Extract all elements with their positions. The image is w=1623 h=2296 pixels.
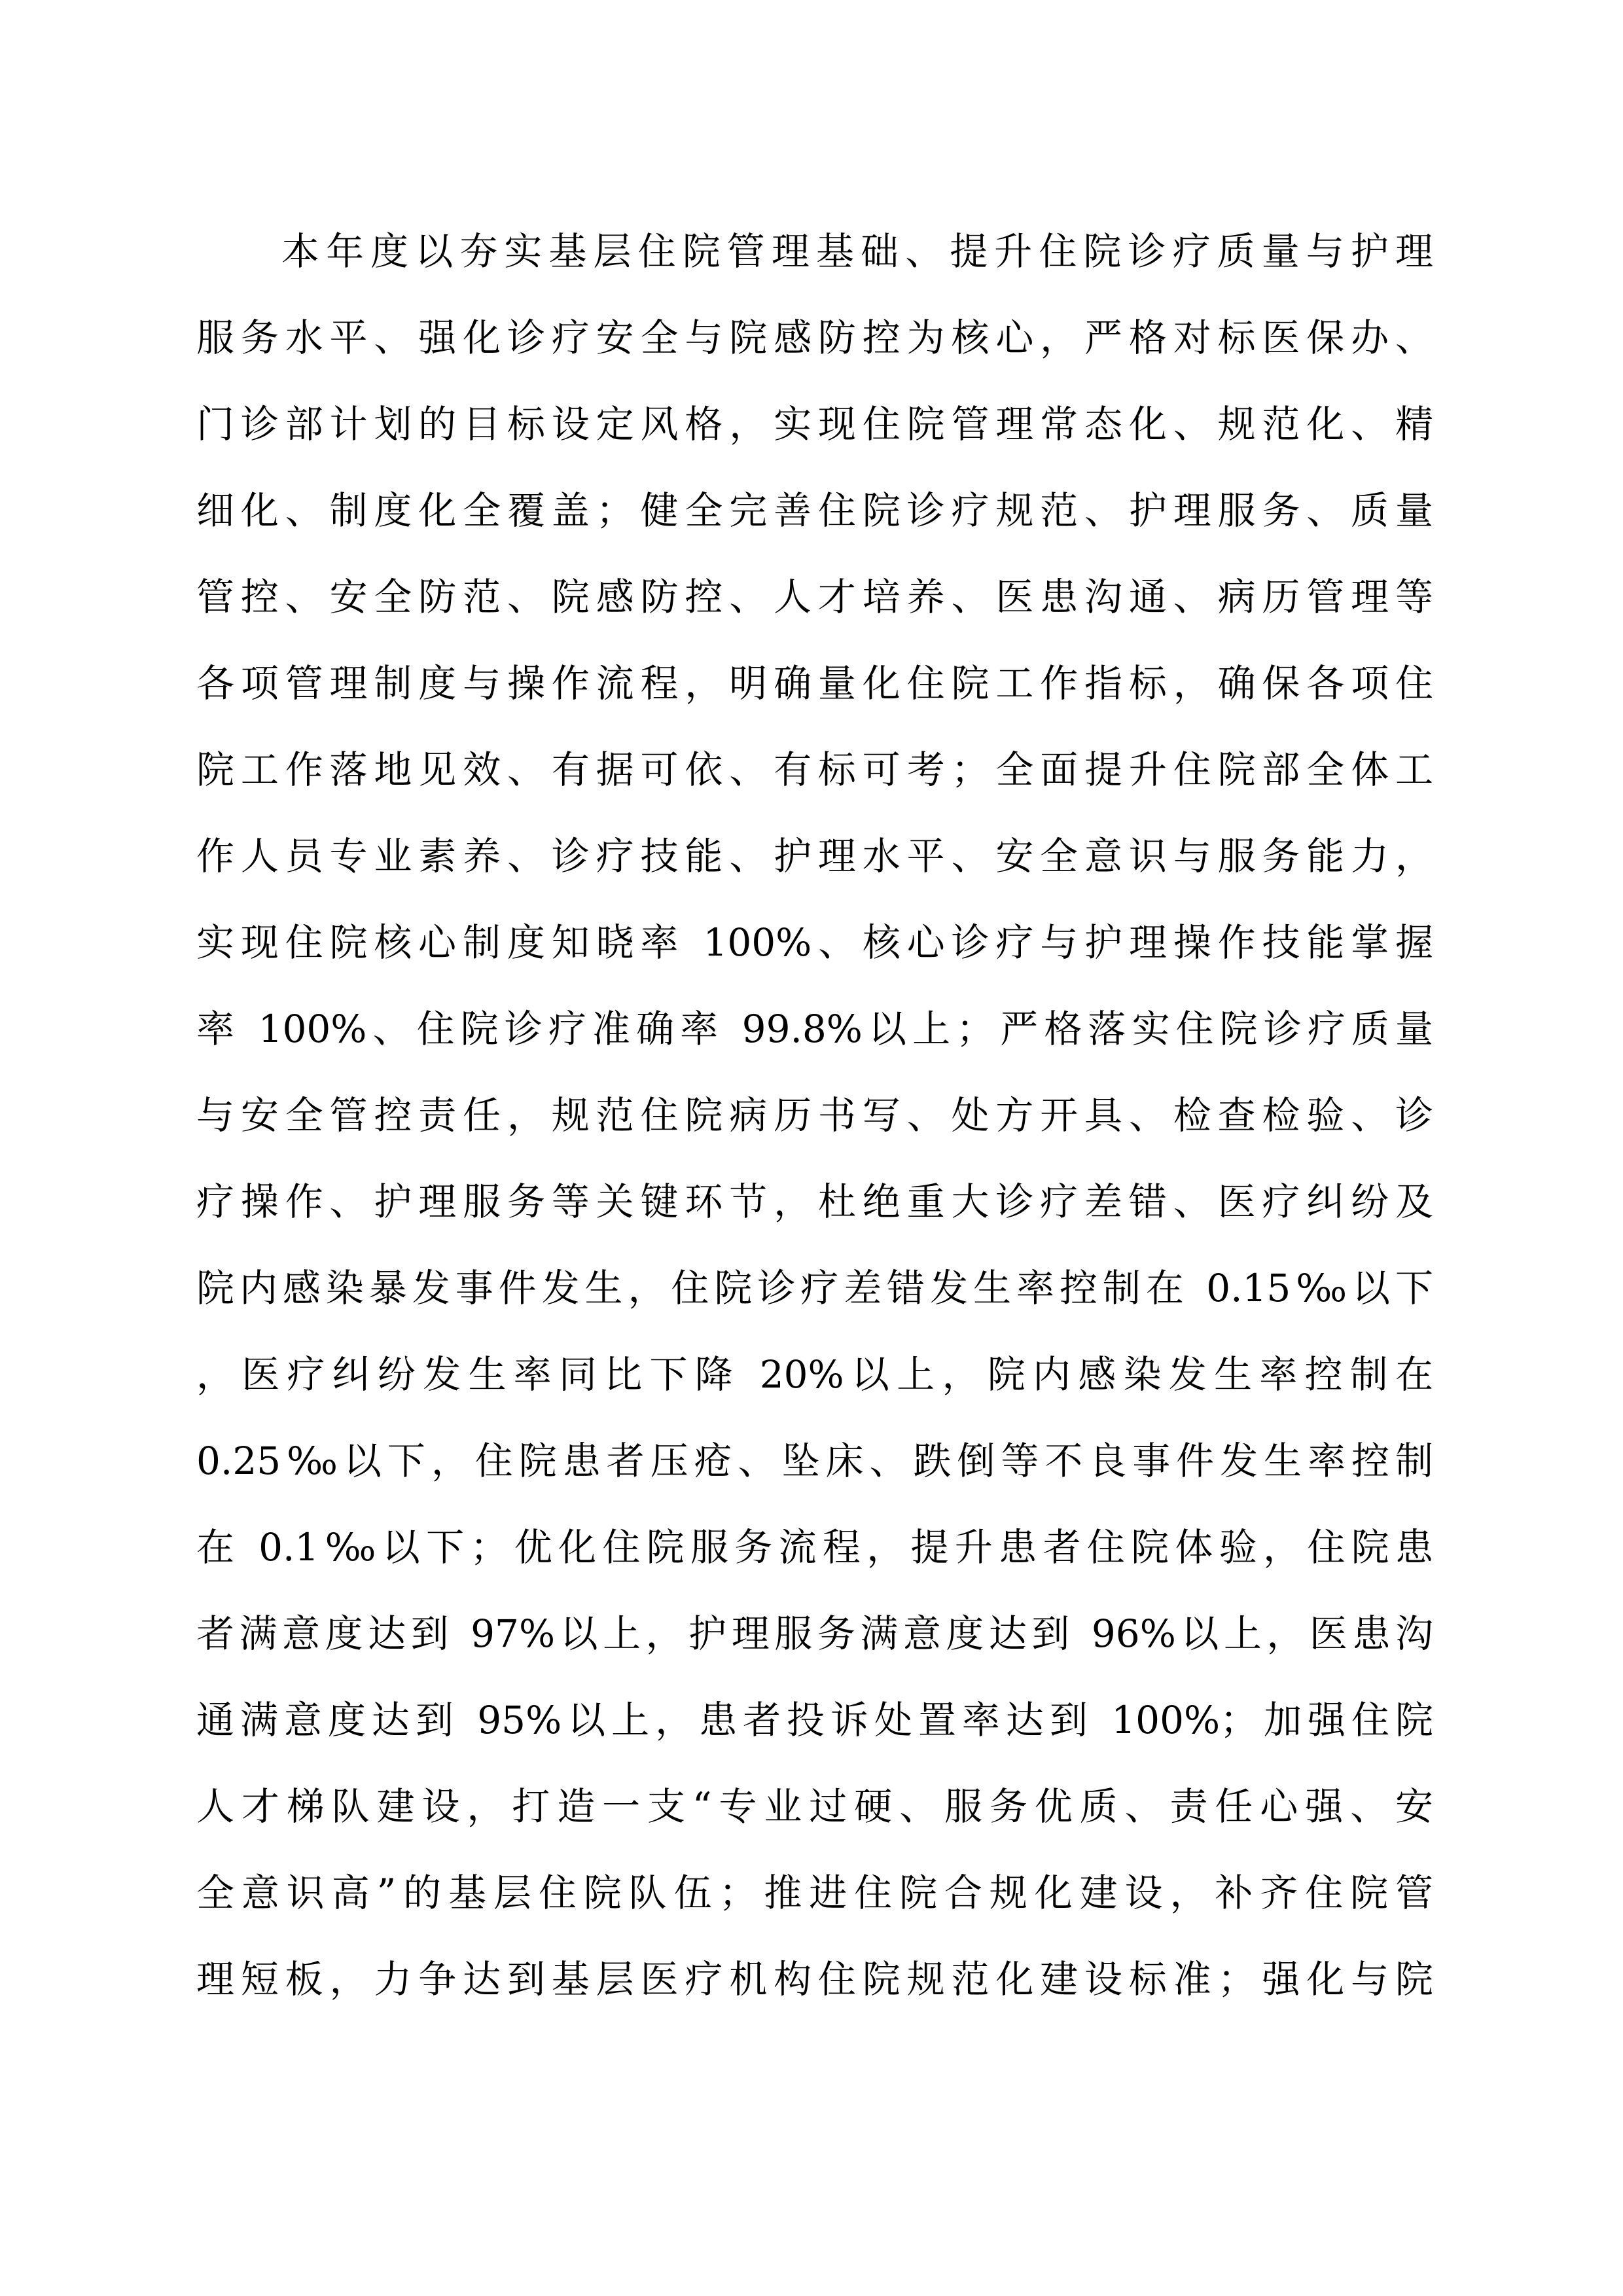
paragraph-line-19: 人才梯队建设，打造一支“专业过硬、服务优质、责任心强、安: [196, 1784, 1433, 1829]
paragraph-line-4: 细化、制度化全覆盖；健全完善住院诊疗规范、护理服务、质量: [196, 488, 1433, 533]
paragraph-line-20: 全意识高”的基层住院队伍；推进住院合规化建设，补齐住院管: [196, 1871, 1433, 1915]
paragraph-line-2: 服务水平、强化诊疗安全与院感防控为核心，严格对标医保办、: [196, 315, 1433, 360]
paragraph-line-10: 率 100%、住院诊疗准确率 99.8%以上；严格落实住院诊疗质量: [196, 1007, 1433, 1051]
paragraph-line-3: 门诊部计划的目标设定风格，实现住院管理常态化、规范化、精: [196, 402, 1433, 446]
paragraph-line-18: 通满意度达到 95%以上，患者投诉处置率达到 100%；加强住院: [196, 1698, 1433, 1742]
paragraph-line-11: 与安全管控责任，规范住院病历书写、处方开具、检查检验、诊: [196, 1093, 1433, 1138]
paragraph-line-9: 实现住院核心制度知晓率 100%、核心诊疗与护理操作技能掌握: [196, 920, 1433, 965]
paragraph-line-17: 者满意度达到 97%以上，护理服务满意度达到 96%以上，医患沟: [196, 1611, 1433, 1656]
paragraph-line-16: 在 0.1‰以下；优化住院服务流程，提升患者住院体验，住院患: [196, 1525, 1433, 1570]
paragraph-line-12: 疗操作、护理服务等关键环节，杜绝重大诊疗差错、医疗纠纷及: [196, 1179, 1433, 1224]
paragraph-line-8: 作人员专业素养、诊疗技能、护理水平、安全意识与服务能力，: [196, 834, 1433, 878]
paragraph-line-5: 管控、安全防范、院感防控、人才培养、医患沟通、病历管理等: [196, 575, 1433, 619]
paragraph-line-21: 理短板，力争达到基层医疗机构住院规范化建设标准；强化与院: [196, 1957, 1433, 2001]
paragraph-line-1: 本年度以夯实基层住院管理基础、提升住院诊疗质量与护理: [281, 229, 1433, 274]
paragraph-line-7: 院工作落地见效、有据可依、有标可考；全面提升住院部全体工: [196, 747, 1433, 792]
paragraph-line-15: 0.25‰以下，住院患者压疮、坠床、跌倒等不良事件发生率控制: [196, 1439, 1433, 1483]
paragraph-line-6: 各项管理制度与操作流程，明确量化住院工作指标，确保各项住: [196, 661, 1433, 706]
paragraph-line-14: ，医疗纠纷发生率同比下降 20%以上，院内感染发生率控制在: [196, 1352, 1433, 1397]
paragraph-line-13: 院内感染暴发事件发生，住院诊疗差错发生率控制在 0.15‰以下: [196, 1266, 1433, 1310]
body-paragraph: [196, 208, 1433, 2022]
